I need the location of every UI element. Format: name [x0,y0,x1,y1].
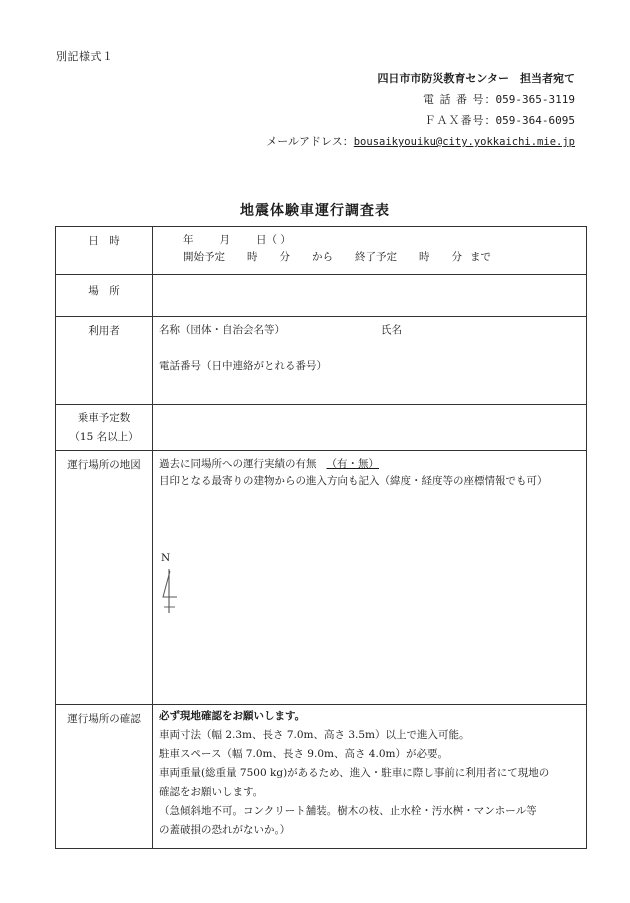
confirm-line-7: の蓋破損の恐れがないか。） [159,824,291,836]
phone-field-label: 電話番号（日中連絡がとれる番号） [159,360,327,372]
fax-number: 059-364-6095 [495,114,575,127]
email-label: メールアドレス [266,135,343,148]
confirm-line-3: 駐車スペース（幅 7.0m、長さ 9.0m、高さ 4.0m）が必要。 [159,748,448,760]
year-label: 年 [183,234,194,246]
riders-label-sub: （15 名以上） [69,431,139,443]
org-name-field-label: 名称（団体・自治会名等） [159,324,285,336]
tel-label: 電 話 番 号 [423,93,485,106]
row-place [56,275,587,317]
row-riders [56,405,587,451]
map-drawing-area[interactable] [159,490,580,704]
email-address[interactable]: bousaikyouiku@city.yokkaichi.mie.jp [353,136,575,148]
confirm-line-6: （急傾斜地不可。コンクリート舗装。樹木の枝、止水栓・汚水桝・マンホール等 [159,805,537,817]
row-datetime [56,227,587,275]
riders-field[interactable] [153,405,587,451]
contact-block [266,68,575,153]
riders-label-main: 乗車予定数 [77,412,131,424]
start-hour-label: 時 [247,251,258,263]
confirm-line-1: 必ず現地確認をお願いします。 [159,710,306,722]
person-name-field-label: 氏名 [381,324,402,336]
map-label: 運行場所の地図 [56,451,153,705]
survey-table [55,226,587,849]
end-label: 終了予定 [355,251,397,263]
form-code: 別記様式１ [56,50,114,63]
riders-label [56,405,153,451]
fax-label: ＦＡＸ番号 [424,114,485,127]
end-hour-label: 時 [419,251,430,263]
confirm-line-4: 車両重量(総重量 7500 kg)があるため、進入・駐車に際し事前に利用者にて現地の [159,767,550,779]
contact-email: メールアドレス：bousaikyouiku@city.yokkaichi.mie.jp [266,135,575,148]
datetime-label: 日 時 [56,227,153,275]
datetime-field[interactable] [153,227,587,275]
place-field[interactable] [153,275,587,317]
row-user [56,317,587,405]
user-field[interactable] [153,317,587,405]
north-arrow-icon [161,567,183,615]
north-label: N [161,552,171,564]
page-title: 地震体験車運行調査表 [240,203,390,219]
confirm-line-2: 車両寸法（幅 2.3m、長さ 7.0m、高さ 3.5m）以上で進入可能。 [159,729,470,741]
until-label: まで [470,251,491,263]
tel-number: 059-365-3119 [495,93,575,106]
confirm-label: 運行場所の確認 [56,705,153,849]
day-label: 日（ ） [256,234,291,246]
from-label: から [312,251,333,263]
confirm-line-5: 確認をお願いします。 [159,786,264,798]
user-label: 利用者 [56,317,153,405]
past-record-question: 過去に同場所への運行実績の有無 [159,458,317,470]
map-instruction: 目印となる最寄りの建物からの進入方向も記入（緯度・経度等の座標情報でも可） [159,475,548,487]
place-label: 場 所 [56,275,153,317]
contact-organization: 四日市市防災教育センター 担当者宛て [377,72,575,85]
month-label: 月 [219,234,230,246]
start-minute-label: 分 [279,251,290,263]
end-minute-label: 分 [451,251,462,263]
contact-tel: 電 話 番 号：059-365-3119 [423,93,575,106]
start-label: 開始予定 [183,251,225,263]
past-record-choice[interactable]: （有・無） [326,458,379,470]
map-field[interactable] [153,451,587,705]
contact-fax: ＦＡＸ番号：059-364-6095 [424,114,575,127]
row-map [56,451,587,705]
confirm-field [153,705,587,849]
row-confirm [56,705,587,849]
